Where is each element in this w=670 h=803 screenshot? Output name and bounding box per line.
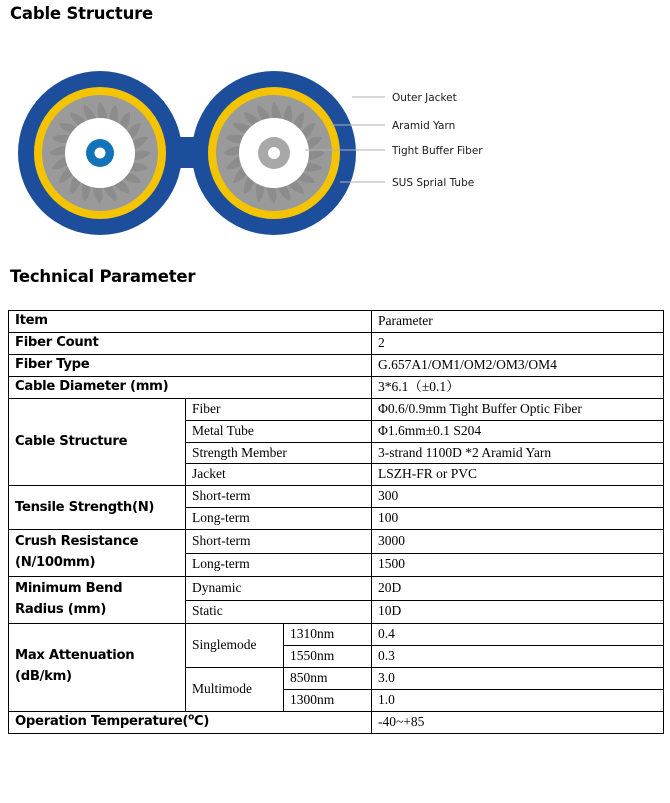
value-bend-static: 10D [372,600,664,623]
label-max-attenuation [9,624,186,712]
degree-superscript: o [188,712,195,723]
fiber-core-right [268,147,280,159]
table-row-fiber-type [9,354,664,376]
table-row-cable-structure-fiber [9,398,664,420]
callout-labels [391,92,483,189]
sublabel-crush-short-term: Short-term [186,530,372,553]
sublabel-attenuation-singlemode: Singlemode [186,624,284,668]
label-fiber-type: Fiber Type [9,354,372,376]
table-row-operation-temperature [9,711,664,733]
value-cable-structure-fiber: Φ0.6/0.9mm Tight Buffer Optic Fiber [372,398,664,420]
header-cell-item: Item [9,311,372,333]
label-minimum-bend-radius-line2: Radius (mm) [15,601,107,617]
table-row-bend-dynamic [9,577,664,600]
page-title-cable-structure: Cable Structure [10,4,154,23]
table-row-cable-diameter [9,376,664,398]
value-crush-long-term: 1500 [372,553,664,576]
value-cable-structure-metal-tube: Φ1.6mm±0.1 S204 [372,420,664,442]
label-operation-temperature [9,711,372,733]
value-crush-short-term: 3000 [372,530,664,553]
value-tensile-long-term: 100 [372,508,664,530]
sublabel-cable-structure-strength-member: Strength Member [186,442,372,464]
label-max-attenuation-line2: (dB/km) [15,668,72,684]
sublabel-attenuation-1310nm: 1310nm [284,624,372,646]
cable-core-left [18,71,182,235]
label-sus-sprial-tube: SUS Sprial Tube [392,177,475,189]
cable-cross-section-diagram [0,55,670,250]
sublabel-tensile-long-term: Long-term [186,508,372,530]
value-fiber-count: 2 [372,332,664,354]
sublabel-cable-structure-fiber: Fiber [186,398,372,420]
header-cell-parameter: Parameter [372,311,664,333]
sublabel-tensile-short-term: Short-term [186,486,372,508]
value-attenuation-850nm: 3.0 [372,667,664,689]
value-fiber-type: G.657A1/OM1/OM2/OM3/OM4 [372,354,664,376]
technical-parameter-table-wrap [8,310,663,734]
label-outer-jacket: Outer Jacket [392,92,457,104]
value-tensile-short-term: 300 [372,486,664,508]
table-row-tensile-short-term [9,486,664,508]
label-tensile-strength: Tensile Strength(N) [9,486,186,530]
label-fiber-count: Fiber Count [9,332,372,354]
label-crush-resistance-line1: Crush Resistance [15,534,139,550]
value-cable-diameter: 3*6.1（±0.1） [372,376,664,398]
value-attenuation-1310nm: 0.4 [372,624,664,646]
sublabel-bend-dynamic: Dynamic [186,577,372,600]
sublabel-attenuation-850nm: 850nm [284,667,372,689]
table-row-header [9,311,664,333]
value-bend-dynamic: 20D [372,577,664,600]
label-cable-structure: Cable Structure [9,398,186,486]
value-attenuation-1550nm: 0.3 [372,645,664,667]
label-minimum-bend-radius [9,577,186,624]
label-minimum-bend-radius-line1: Minimum Bend [15,581,123,597]
sublabel-attenuation-1300nm: 1300nm [284,689,372,711]
sublabel-cable-structure-metal-tube: Metal Tube [186,420,372,442]
label-max-attenuation-line1: Max Attenuation [15,648,135,664]
technical-parameter-table [8,310,664,734]
sublabel-attenuation-multimode: Multimode [186,667,284,711]
page-title-technical-parameter: Technical Parameter [10,267,196,286]
fiber-core-left [95,148,106,159]
sublabel-cable-structure-jacket: Jacket [186,464,372,486]
cable-core-right [192,71,356,235]
value-cable-structure-strength-member: 3-strand 1100D *2 Aramid Yarn [372,442,664,464]
value-operation-temperature: -40~+85 [372,711,664,733]
table-row-attenuation-sm-1310 [9,624,664,646]
label-operation-temperature-post: C) [194,713,210,729]
table-row-fiber-count [9,332,664,354]
sublabel-attenuation-1550nm: 1550nm [284,645,372,667]
label-tight-buffer-fiber: Tight Buffer Fiber [392,145,483,157]
value-cable-structure-jacket: LSZH-FR or PVC [372,464,664,486]
sublabel-crush-long-term: Long-term [186,553,372,576]
label-crush-resistance-line2: (N/100mm) [15,554,96,570]
label-aramid-yarn: Aramid Yarn [392,120,456,132]
value-attenuation-1300nm: 1.0 [372,689,664,711]
label-crush-resistance [9,530,186,577]
table-row-crush-short-term [9,530,664,553]
sublabel-bend-static: Static [186,600,372,623]
label-operation-temperature-pre: Operation Temperature( [15,713,189,729]
label-cable-diameter: Cable Diameter (mm) [9,376,372,398]
